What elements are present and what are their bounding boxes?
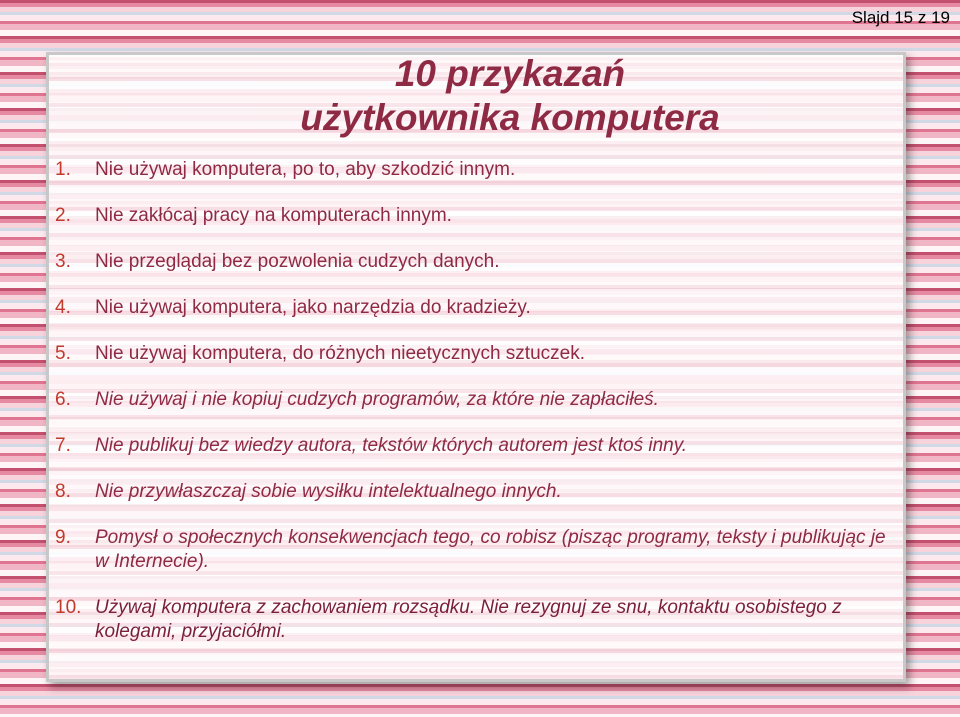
item-number: 3. xyxy=(55,251,71,272)
item-text: Nie używaj komputera, jako narzędzia do kradzieży. xyxy=(95,297,531,318)
title-line-1: 10 przykazań xyxy=(394,53,626,94)
list-item xyxy=(55,434,895,458)
item-text: Nie używaj i nie kopiuj cudzych programów, za które nie zapłaciłeś. xyxy=(95,389,659,410)
list-item xyxy=(55,342,895,366)
item-number: 5. xyxy=(55,343,71,364)
item-number: 7. xyxy=(55,435,71,456)
item-number: 2. xyxy=(55,205,71,226)
list-item xyxy=(55,596,895,644)
item-text: Nie używaj komputera, po to, aby szkodzić innym. xyxy=(95,159,516,180)
item-text: Nie publikuj bez wiedzy autora, tekstów których autorem jest ktoś inny. xyxy=(95,435,688,456)
list-item xyxy=(55,204,895,228)
slide-title xyxy=(160,52,860,140)
list-item xyxy=(55,250,895,274)
content-card xyxy=(46,52,906,682)
item-text: Nie przeglądaj bez pozwolenia cudzych danych. xyxy=(95,251,500,272)
list-item xyxy=(55,526,895,574)
item-text: Używaj komputera z zachowaniem rozsądku. Nie rezygnuj ze snu, kontaktu osobistego z kolegami, przyjaciółmi. xyxy=(95,597,842,642)
item-number: 9. xyxy=(55,527,71,548)
list-item xyxy=(55,296,895,320)
item-number: 4. xyxy=(55,297,71,318)
list-item xyxy=(55,388,895,412)
title-line-2: użytkownika komputera xyxy=(300,97,720,138)
item-text: Nie używaj komputera, do różnych nieetycznych sztuczek. xyxy=(95,343,585,364)
list-item xyxy=(55,480,895,504)
item-number: 1. xyxy=(55,159,71,180)
item-text: Nie zakłócaj pracy na komputerach innym. xyxy=(95,205,452,226)
slide-counter: Slajd 15 z 19 xyxy=(851,8,950,27)
item-number: 8. xyxy=(55,481,71,502)
item-text: Pomysł o społecznych konsekwencjach tego, co robisz (pisząc programy, teksty i publikując je w Internecie). xyxy=(95,527,886,572)
item-number: 10. xyxy=(55,597,82,618)
list-item xyxy=(55,158,895,182)
item-text: Nie przywłaszczaj sobie wysiłku intelektualnego innych. xyxy=(95,481,562,502)
item-number: 6. xyxy=(55,389,71,410)
